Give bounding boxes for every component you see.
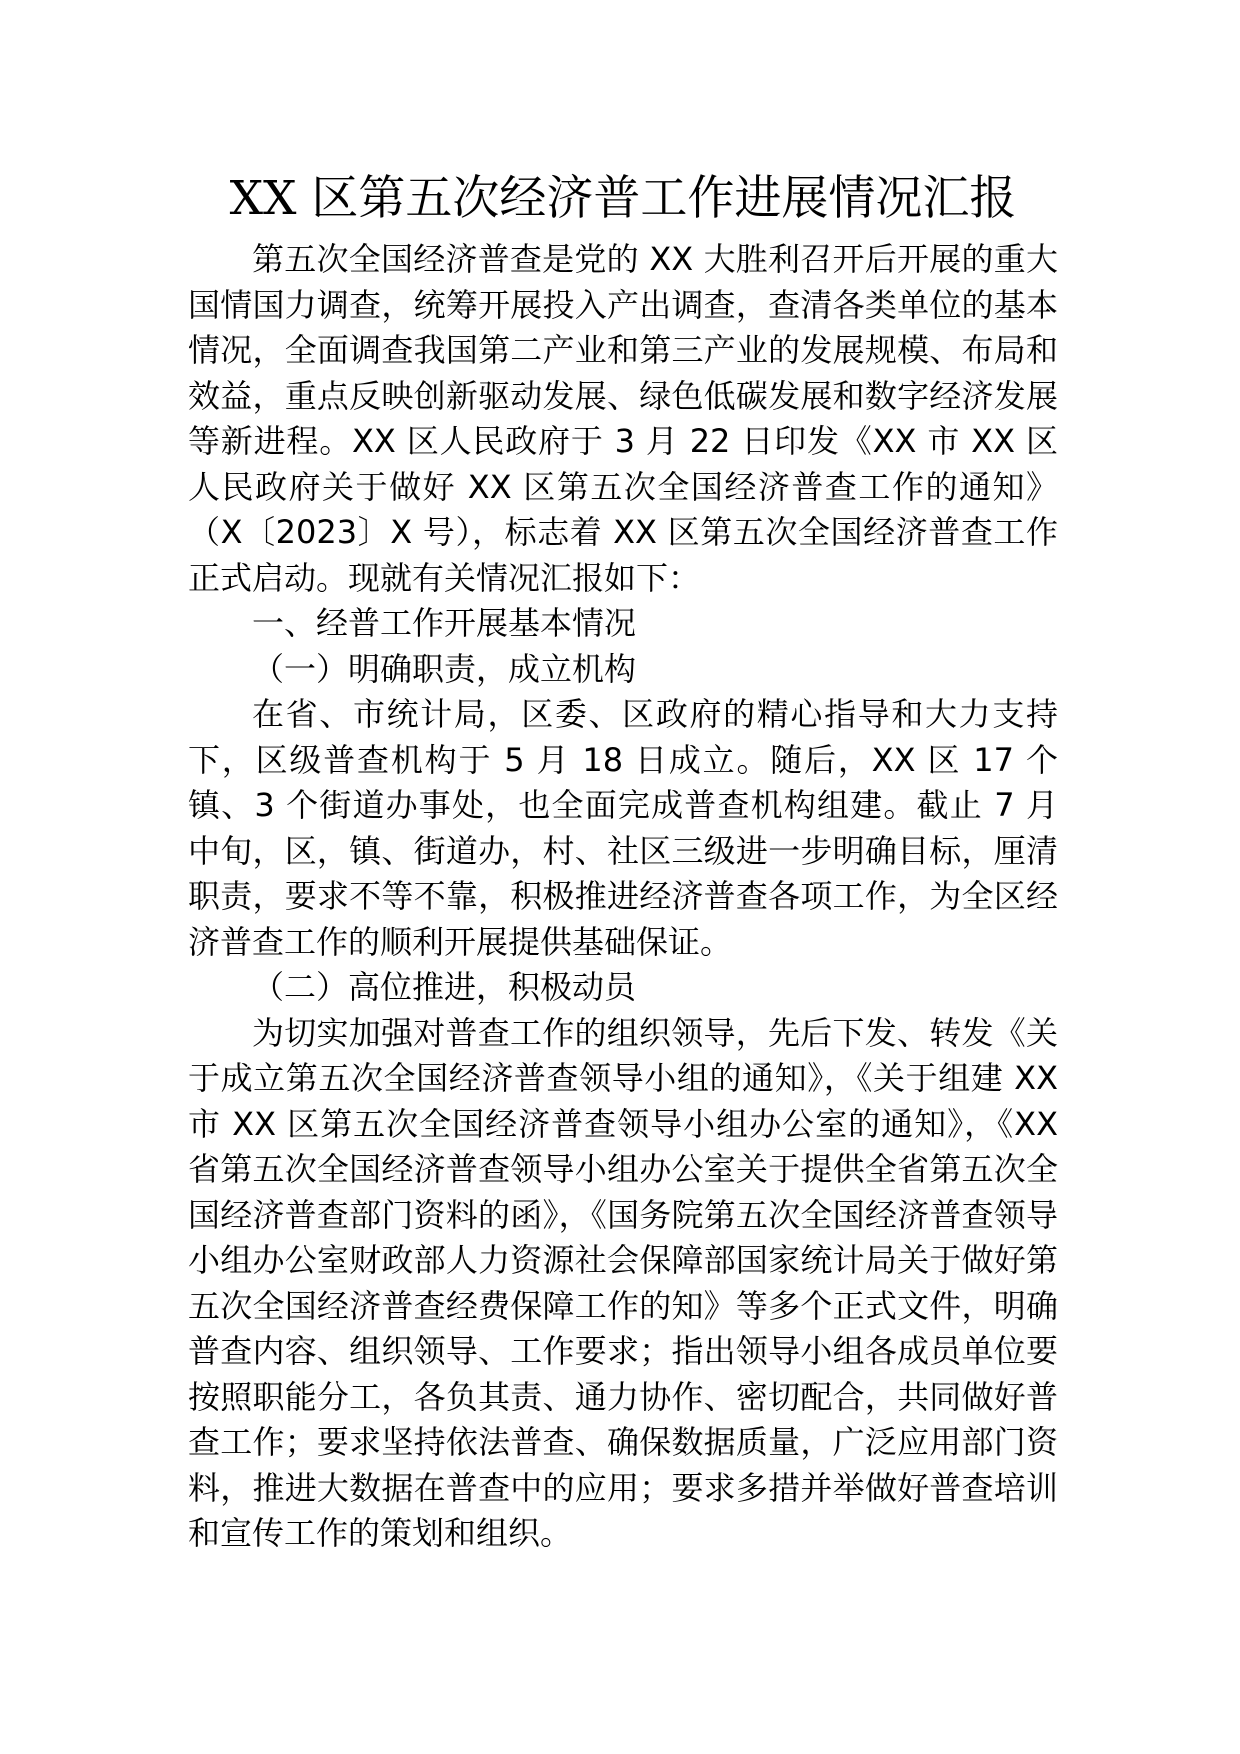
subsection-1-heading: （一）明确职责，成立机构	[252, 649, 637, 688]
intro-paragraph: 第五次全国经济普查是党的 XX 大胜利召开后开展的重大国情国力调查，统筹开展投入产出调查，查清各类单位的基本情况，全面调查我国第二产业和第三产业的发展规模、布局和效益，重点反映创新驱动发展、绿色低碳发展和数字经济发展等新进程。XX 区人民政府于 3 月 22 日印发《XX 市 XX 区人民政府关于做好 XX 区第五次全国经济普查工作的通知》（X〔2023〕X 号），标志着 XX 区第五次全国经济普查工作正式启动。现就有关情况汇报如下：	[188, 240, 1058, 597]
document-page	[188, 168, 1058, 1557]
document-title: XX 区第五次经济普工作进展情况汇报	[229, 171, 1017, 226]
section-1-heading: 一、经普工作开展基本情况	[252, 604, 637, 642]
subsection-2-body: 为切实加强对普查工作的组织领导，先后下发、转发《关于成立第五次全国经济普查领导小组的通知》，《关于组建 XX 市 XX 区第五次全国经济普查领导小组办公室的通知》，《XX 省第五次全国经济普查领导小组办公室关于提供全省第五次全国经济普查部门资料的函》，《国务院第五次全国经济普查领导小组办公室财政部人力资源社会保障部国家统计局关于做好第五次全国经济普查经费保障工作的知》等多个正式文件，明确普查内容、组织领导、工作要求；指出领导小组各成员单位要按照职能分工，各负其责、通力协作、密切配合，共同做好普查工作；要求坚持依法普查、确保数据质量，广泛应用部门资料，推进大数据在普查中的应用；要求多措并举做好普查培训和宣传工作的策划和组织。	[188, 1013, 1058, 1552]
subsection-2-heading: （二）高位推进，积极动员	[252, 968, 637, 1006]
subsection-1-body: 在省、市统计局，区委、区政府的精心指导和大力支持下，区级普查机构于 5 月 18 日成立。随后，XX 区 17 个镇、3 个街道办事处，也全面完成普查机构组建。截止 7 月中旬，区，镇、街道办，村、社区三级进一步明确目标，厘清职责，要求不等不靠，积极推进经济普查各项工作，为全区经济普查工作的顺利开展提供基础保证。	[188, 695, 1058, 961]
